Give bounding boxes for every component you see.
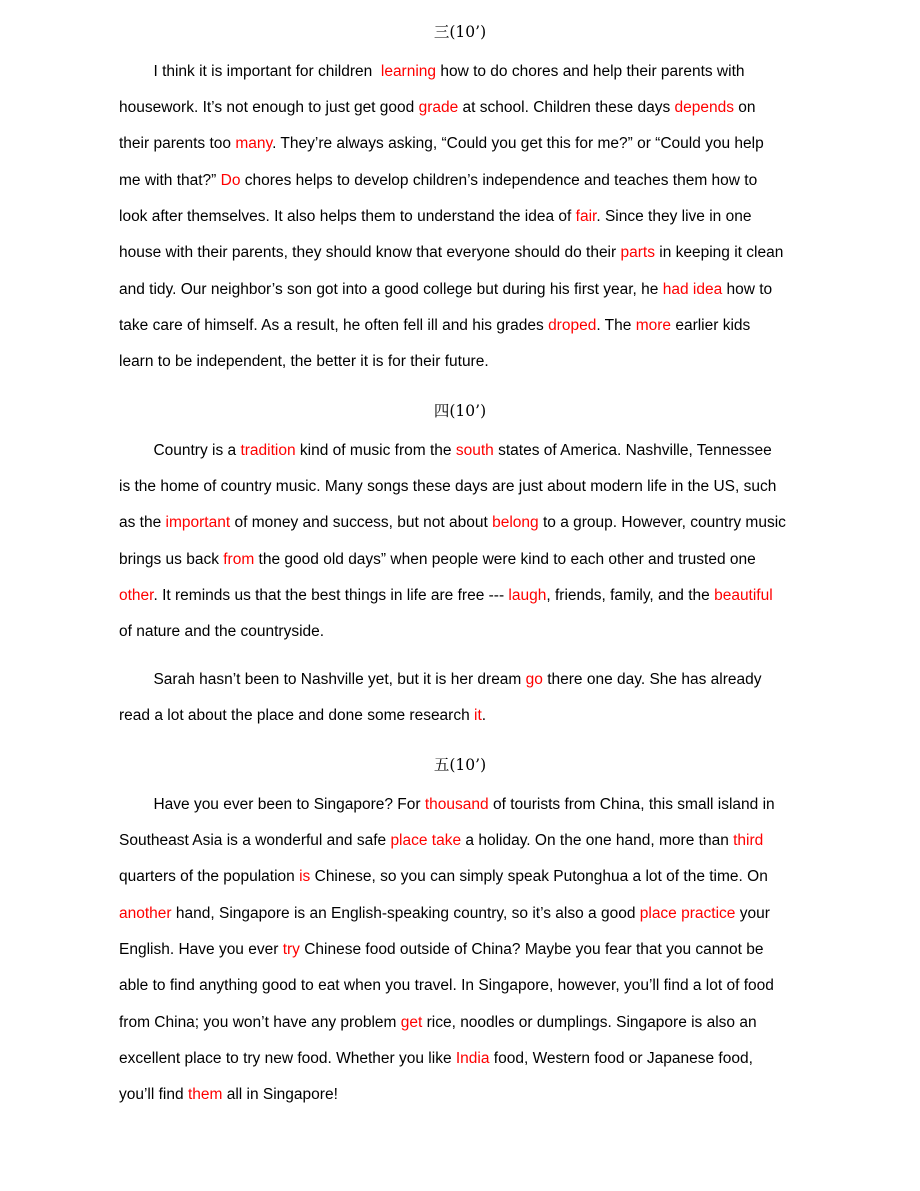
text-segment: earlier kids [671,317,751,334]
text-segment: of tourists from China, this small island in [488,796,775,813]
highlighted-answer: get [400,1014,423,1031]
highlighted-answer: India [455,1050,490,1067]
highlighted-answer: had idea [662,281,723,298]
text-segment: a holiday. On the one hand, more than [461,832,734,849]
text-line [119,940,764,960]
text-segment: Chinese food outside of China? Maybe you fear that you cannot be [299,941,764,958]
highlighted-answer: it [474,707,482,724]
highlighted-answer: beautiful [714,587,773,604]
highlighted-answer: third [733,832,764,849]
text-segment: Sarah hasn’t been to Nashville yet, but it is her dream [119,671,526,688]
text-segment: , friends, family, and the [546,587,715,604]
highlighted-answer: grade [418,99,459,116]
text-segment: is the home of country music. Many songs these days are just about modern life in the US, such [119,478,777,495]
text-segment: take care of himself. As a result, he often fell ill and his grades [119,317,549,334]
text-line [119,477,776,497]
text-segment: food, Western food or Japanese food, [489,1050,753,1067]
text-line [119,831,763,851]
text-segment: look after themselves. It also helps them to understand the idea of [119,208,576,225]
text-segment: brings us back [119,551,224,568]
highlighted-answer: another [119,905,172,922]
text-line [119,976,774,996]
text-segment: of nature and the countryside. [119,623,325,640]
text-segment: their parents too [119,135,236,152]
text-segment: chores helps to develop children’s independence and teaches them how to [240,172,758,189]
text-segment: hand, Singapore is an English-speaking country, so it’s also a good [171,905,640,922]
text-segment: the good old days” when people were kind to each other and trusted one [254,551,756,568]
highlighted-answer: droped [548,317,597,334]
text-line [119,706,486,726]
text-line [119,207,751,227]
highlighted-answer: belong [492,514,539,531]
text-segment: quarters of the population [119,868,300,885]
highlighted-answer: parts [620,244,655,261]
text-segment: to a group. However, country music [538,514,786,531]
text-segment: . [481,707,487,724]
section-heading-3: 三(10’) [433,23,487,41]
text-segment: . The [596,317,636,334]
text-segment: in keeping it clean [654,244,784,261]
highlighted-answer: laugh [508,587,547,604]
highlighted-answer: place take [390,832,462,849]
text-line [119,622,324,642]
section-heading-4: 四(10’) [433,402,487,420]
highlighted-answer: thousand [424,796,489,813]
highlighted-answer: go [525,671,543,688]
text-segment: how to do chores and help their parents with [436,63,745,80]
text-segment: Have you ever been to Singapore? For [119,796,425,813]
highlighted-answer: them [187,1086,223,1103]
text-segment: your [735,905,770,922]
text-line [119,904,770,924]
highlighted-answer: more [635,317,672,334]
text-line [119,280,772,300]
text-line [119,513,786,533]
text-line [119,1085,338,1105]
highlighted-answer: fair [575,208,597,225]
text-line [119,352,489,372]
highlighted-answer: from [223,551,255,568]
text-segment: excellent place to try new food. Whether you like [119,1050,456,1067]
highlighted-answer: try [282,941,300,958]
text-segment: rice, noodles or dumplings. Singapore is also an [422,1014,757,1031]
text-segment: me with that?” [119,172,221,189]
text-segment: . It reminds us that the best things in life are free --- [153,587,509,604]
highlighted-answer: important [165,514,231,531]
highlighted-answer: south [455,442,494,459]
text-line [119,134,764,154]
text-line [119,171,757,191]
text-segment: Southeast Asia is a wonderful and safe [119,832,391,849]
text-segment: read a lot about the place and done some research [119,707,475,724]
text-segment: as the [119,514,166,531]
text-segment: able to find anything good to eat when you travel. In Singapore, however, you’ll find a lot of food [119,977,774,994]
text-segment: English. Have you ever [119,941,283,958]
text-line [119,316,750,336]
text-line [119,62,745,82]
text-segment: from China; you won’t have any problem [119,1014,401,1031]
text-segment: and tidy. Our neighbor’s son got into a good college but during his first year, he [119,281,663,298]
text-segment: there one day. She has already [542,671,762,688]
text-segment: . Since they live in one [596,208,752,225]
text-segment: of money and success, but not about [230,514,493,531]
highlighted-answer: tradition [240,442,296,459]
text-segment: kind of music from the [295,442,456,459]
section-heading-5: 五(10’) [433,756,487,774]
text-segment: states of America. Nashville, Tennessee [493,442,772,459]
text-line [119,867,768,887]
text-segment: at school. Children these days [458,99,675,116]
text-line [119,670,762,690]
text-line [119,1049,753,1069]
highlighted-answer: learning [380,63,437,80]
text-line [119,441,772,461]
text-segment: Country is a [119,442,241,459]
highlighted-answer: depends [674,99,734,116]
text-segment: . They’re always asking, “Could you get this for me?” or “Could you help [272,135,764,152]
text-segment: housework. It’s not enough to just get good [119,99,419,116]
text-segment: all in Singapore! [222,1086,338,1103]
text-segment: learn to be independent, the better it is for their future. [119,353,489,370]
text-segment: I think it is important for children [119,63,381,80]
highlighted-answer: Do [220,172,241,189]
highlighted-answer: is [299,868,311,885]
text-line [119,1013,757,1033]
text-segment: how to [722,281,773,298]
text-line [119,586,773,606]
text-segment: house with their parents, they should know that everyone should do their [119,244,621,261]
text-line [119,795,775,815]
text-segment: Chinese, so you can simply speak Putonghua a lot of the time. On [310,868,768,885]
text-line [119,550,756,570]
text-segment: you’ll find [119,1086,188,1103]
highlighted-answer: other [119,587,154,604]
text-segment: on [734,99,756,116]
text-line [119,98,756,118]
text-line [119,243,783,263]
highlighted-answer: many [235,135,273,152]
highlighted-answer: place practice [639,905,736,922]
